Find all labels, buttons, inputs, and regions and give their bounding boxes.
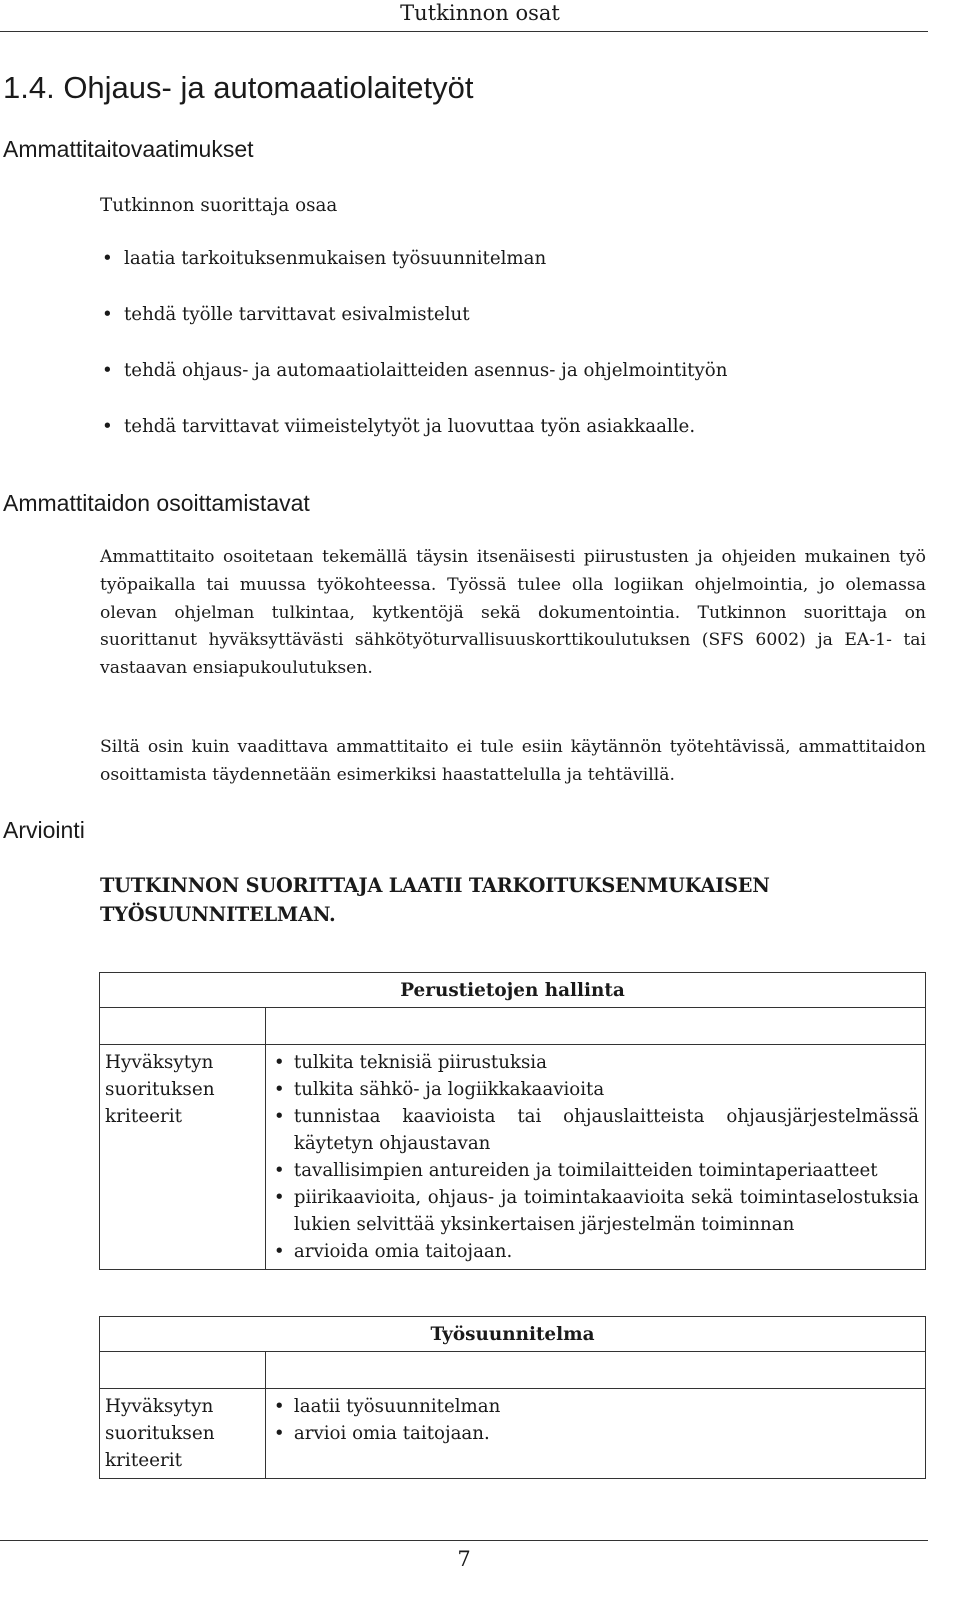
supplement-paragraph: Siltä osin kuin vaadittava ammattitaito ei tule esiin käytännön työtehtävissä, ammattitaidon osoittamista täydennetään esimerkiksi haastattelulla ja tehtävillä. — [100, 737, 926, 785]
section-title: 1.4. Ohjaus- ja automaatiolaitetyöt — [3, 70, 474, 105]
criteria-label: Hyväksytyn suorituksen kriteerit — [100, 1389, 266, 1479]
assessment-statement: TUTKINNON SUORITTAJA LAATII TARKOITUKSENMUKAISEN TYÖSUUNNITELMAN. — [100, 874, 770, 926]
list-item: • tulkita sähkö- ja logiikkakaavioita — [274, 1076, 919, 1103]
criteria-list — [274, 1049, 919, 1265]
list-item: • laatia tarkoituksenmukaisen työsuunnitelman — [102, 245, 727, 301]
page-number: 7 — [457, 1547, 471, 1571]
list-item: • tulkita teknisiä piirustuksia — [274, 1049, 919, 1076]
running-header: Tutkinnon osat — [400, 1, 560, 25]
criteria-table-basics — [99, 972, 926, 1270]
list-item: • arvioida omia taitojaan. — [274, 1238, 919, 1265]
requirements-intro: Tutkinnon suorittaja osaa — [100, 195, 338, 216]
list-item: • tavallisimpien antureiden ja toimilaitteiden toimintaperiaatteet — [274, 1157, 919, 1184]
list-item: • tehdä työlle tarvittavat esivalmistelut — [102, 301, 727, 357]
criteria-label: Hyväksytyn suorituksen kriteerit — [100, 1045, 266, 1270]
list-item: • piirikaavioita, ohjaus- ja toimintakaavioita sekä toimintaselostuksia lukien selvittää yksinkertaisen järjestelmän toiminnan — [274, 1184, 919, 1238]
list-item: • tehdä tarvittavat viimeistelytyöt ja luovuttaa työn asiakkaalle. — [102, 413, 727, 469]
list-item: • tehdä ohjaus- ja automaatiolaitteiden asennus- ja ohjelmointityön — [102, 357, 727, 413]
header-rule — [0, 31, 928, 32]
criteria-table-work-plan — [99, 1316, 926, 1479]
list-item: • arvioi omia taitojaan. — [274, 1420, 919, 1447]
requirements-list — [102, 245, 727, 469]
list-item: • laatii työsuunnitelman — [274, 1393, 919, 1420]
table-header: Perustietojen hallinta — [100, 973, 926, 1008]
footer-rule — [0, 1540, 928, 1541]
table-header: Työsuunnitelma — [100, 1317, 926, 1352]
requirements-heading: Ammattitaitovaatimukset — [3, 136, 254, 162]
criteria-list — [274, 1393, 919, 1447]
demonstration-paragraph: Ammattitaito osoitetaan tekemällä täysin itsenäisesti piirustusten ja ohjeiden mukainen työ työpaikalla tai muussa työkohteessa. Työssä tulee olla logiikan ohjelmointia, jo olemassa olevan ohjelman tulkintaa, kytkentöjä sekä dokumentointia. Tutkinnon suorittaja on suorittanut hyväksyttävästi sähkötyöturvallisuuskorttikoulutuksen (SFS 6002) ja EA-1- tai vastaavan ensiapukoulutuksen. — [100, 547, 926, 679]
demonstration-heading: Ammattitaidon osoittamistavat — [3, 490, 310, 516]
list-item: • tunnistaa kaavioista tai ohjauslaitteista ohjausjärjestelmässä käytetyn ohjaustavan — [274, 1103, 919, 1157]
assessment-heading: Arviointi — [3, 817, 85, 843]
